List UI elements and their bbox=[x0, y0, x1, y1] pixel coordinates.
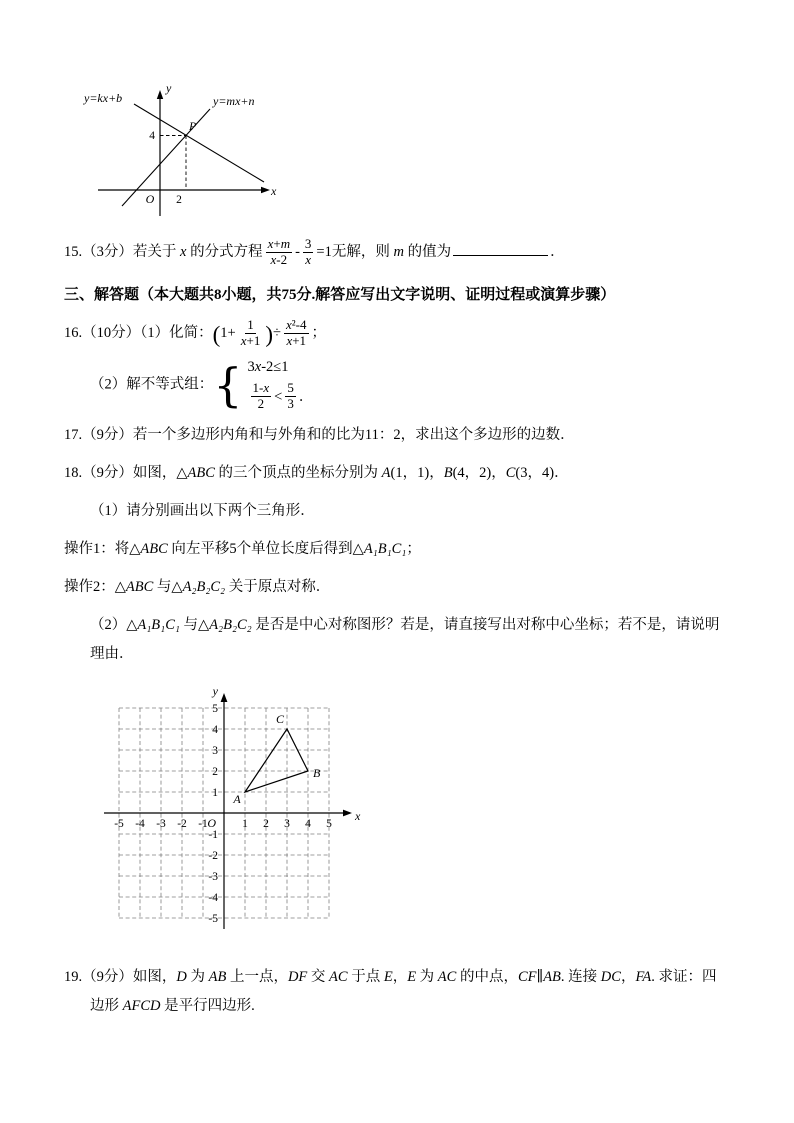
text-run: 关于原点对称． bbox=[225, 579, 331, 596]
math-var: ABC bbox=[140, 541, 168, 558]
text-run: 的分式方程 bbox=[186, 243, 263, 260]
text-run: 交 bbox=[307, 969, 330, 986]
text-run: ； bbox=[406, 541, 421, 558]
text-run: (3，4)． bbox=[515, 465, 569, 482]
inequality-rows bbox=[248, 358, 314, 412]
question-16-part2 bbox=[90, 358, 730, 412]
text-run: 操作2：△ bbox=[64, 579, 126, 596]
svg-text:-4: -4 bbox=[135, 818, 145, 831]
vertex-label-B: B bbox=[313, 766, 321, 781]
svg-text:-2: -2 bbox=[208, 850, 218, 863]
text-run: < bbox=[274, 388, 283, 405]
text-run: . 求证：四边形 bbox=[90, 969, 717, 1015]
math-var: E bbox=[383, 969, 393, 986]
svg-text:-1: -1 bbox=[198, 818, 208, 831]
text-run: +1 bbox=[292, 333, 307, 349]
math-var: m bbox=[280, 236, 291, 251]
answer-blank bbox=[453, 241, 548, 256]
y-axis-label: y bbox=[212, 684, 218, 699]
big-paren: ) bbox=[265, 322, 274, 348]
math-var: D bbox=[176, 969, 187, 986]
math-var: AC bbox=[437, 969, 457, 986]
triangle-ABC bbox=[245, 729, 308, 792]
text-run: ． bbox=[550, 243, 565, 260]
math-fraction bbox=[266, 237, 293, 268]
text-run: 的三个顶点的坐标分别为 bbox=[214, 465, 382, 482]
svg-text:1: 1 bbox=[242, 818, 248, 831]
svg-text:-4: -4 bbox=[208, 892, 218, 905]
x-tick-labels bbox=[114, 818, 332, 830]
text-run: 是平行四边形. bbox=[160, 998, 255, 1015]
math-var: A₂B₂C₂ bbox=[182, 579, 226, 596]
question-17: 17.（9分）若一个多边形内角和与外角和的比为11：2，求出这个多边形的边数． bbox=[64, 427, 575, 444]
dashed-guides bbox=[160, 136, 186, 191]
math-fraction bbox=[284, 318, 309, 349]
svg-text:5: 5 bbox=[212, 703, 218, 716]
math-var: m bbox=[393, 243, 404, 260]
text-run: -2 bbox=[276, 251, 288, 267]
math-var: A bbox=[381, 465, 391, 482]
math-var: FA bbox=[635, 969, 652, 986]
line2-equation-label: y=mx+n bbox=[213, 94, 255, 108]
text-run: 与△ bbox=[153, 579, 183, 596]
math-var: x bbox=[286, 333, 293, 349]
question-18-sub2 bbox=[90, 611, 730, 669]
math-var: E bbox=[407, 969, 417, 986]
math-fraction bbox=[303, 237, 314, 268]
math-var: CF bbox=[517, 969, 537, 986]
svg-text:4: 4 bbox=[212, 724, 218, 737]
system-brace: { bbox=[213, 357, 243, 412]
math-var: C bbox=[505, 465, 516, 482]
svg-text:-5: -5 bbox=[208, 913, 218, 926]
math-fraction bbox=[285, 381, 296, 412]
text-run: ． bbox=[298, 388, 314, 405]
text-run: 3 bbox=[304, 236, 312, 251]
math-var: x bbox=[180, 243, 187, 260]
question-18 bbox=[64, 459, 730, 488]
math-var: x bbox=[286, 317, 292, 333]
coordinate-grid-svg bbox=[84, 681, 384, 949]
axes bbox=[104, 693, 352, 929]
origin-label: O bbox=[145, 192, 155, 206]
math-var: AFCD bbox=[122, 998, 161, 1015]
svg-text:4: 4 bbox=[305, 818, 311, 831]
svg-text:5: 5 bbox=[326, 818, 332, 831]
text-run: 于点 bbox=[347, 969, 384, 986]
axes bbox=[98, 90, 270, 216]
math-var: ABC bbox=[187, 465, 215, 482]
text-run: (1，1)， bbox=[390, 465, 444, 482]
text-run: ； bbox=[311, 325, 327, 342]
x-tick-2: 2 bbox=[176, 194, 182, 206]
text-run: 19.（9分）如图， bbox=[64, 969, 177, 986]
text-run: =1无解，则 bbox=[316, 243, 394, 260]
text-run: 2 bbox=[257, 396, 265, 412]
text-run: 是否是中心对称图形？若是，请直接写出对称中心坐标；若不是，请说明理由． bbox=[90, 617, 720, 663]
text-run: 3 bbox=[287, 396, 294, 412]
inequality-system bbox=[213, 358, 313, 412]
big-paren: ( bbox=[212, 322, 221, 348]
inequality-1 bbox=[248, 358, 289, 376]
math-var: AB bbox=[543, 969, 561, 986]
svg-text:2: 2 bbox=[212, 766, 218, 779]
y-axis-label: y bbox=[166, 81, 172, 95]
q16-part2-label: （2）解不等式组： bbox=[90, 376, 214, 393]
question-18-op1 bbox=[64, 535, 730, 564]
math-var: DF bbox=[287, 969, 308, 986]
math-var: x bbox=[263, 380, 270, 396]
question-18-op2 bbox=[64, 573, 730, 602]
text-run: ÷ bbox=[273, 325, 281, 342]
math-var: ABC bbox=[125, 579, 154, 596]
question-16-part1 bbox=[64, 318, 730, 349]
svg-text:-3: -3 bbox=[156, 818, 166, 831]
svg-text:1: 1 bbox=[212, 787, 218, 800]
math-var: x bbox=[305, 251, 312, 267]
text-run: 5 bbox=[287, 380, 294, 396]
text-run: ， bbox=[392, 969, 408, 986]
figure-linear-functions bbox=[82, 78, 730, 228]
math-fraction bbox=[239, 318, 263, 349]
text-run: ²-4 bbox=[291, 317, 307, 333]
svg-text:-3: -3 bbox=[208, 871, 218, 884]
section-3-header: 三、解答题（本大题共8小题，共75分.解答应写出文字说明、证明过程或演算步骤） bbox=[64, 286, 616, 303]
svg-text:3: 3 bbox=[212, 745, 218, 758]
svg-text:3: 3 bbox=[284, 818, 290, 831]
text-run: 15.（3分）若关于 bbox=[64, 243, 180, 260]
question-15 bbox=[64, 237, 730, 268]
text-run: 18.（9分）如图，△ bbox=[64, 465, 188, 482]
vertex-label-C: C bbox=[275, 712, 285, 727]
math-var: AC bbox=[329, 969, 348, 986]
text-run: 的值为 bbox=[403, 243, 452, 260]
text-run: 向左平移5个单位长度后得到△ bbox=[167, 541, 364, 558]
text-run: 3 bbox=[247, 359, 255, 376]
text-run: 操作1：将△ bbox=[64, 541, 141, 558]
math-fraction bbox=[251, 381, 272, 412]
math-var: AB bbox=[208, 969, 227, 986]
text-run: 1 bbox=[247, 317, 254, 333]
line1-equation-label: y=kx+b bbox=[84, 91, 123, 105]
math-var: A₁B₁C₁ bbox=[363, 541, 407, 558]
svg-text:-2: -2 bbox=[177, 818, 187, 831]
text-run: 1+ bbox=[220, 325, 236, 342]
svg-text:-1: -1 bbox=[208, 829, 218, 842]
inequality-2 bbox=[248, 381, 314, 412]
text-run: -2≤1 bbox=[261, 359, 289, 376]
text-run: (4，2)， bbox=[452, 465, 506, 482]
text-run: . 连接 bbox=[560, 969, 601, 986]
text-run: 16.（10分）（1）化简： bbox=[64, 325, 213, 342]
text-run: ， bbox=[620, 969, 636, 986]
math-var: x bbox=[270, 251, 277, 267]
svg-text:-5: -5 bbox=[114, 818, 124, 831]
math-var: B bbox=[443, 465, 453, 482]
text-run: 与△ bbox=[179, 617, 210, 634]
question-19 bbox=[64, 963, 730, 1021]
text-run: 上一点， bbox=[226, 969, 288, 986]
svg-text:2: 2 bbox=[263, 818, 269, 831]
text-run: 的中点， bbox=[456, 969, 518, 986]
math-var: x bbox=[254, 359, 262, 376]
text-run: 1- bbox=[252, 380, 264, 396]
vertex-label-A: A bbox=[233, 792, 241, 807]
question-18-sub1: （1）请分别画出以下两个三角形． bbox=[90, 503, 315, 520]
linear-functions-svg bbox=[82, 78, 282, 223]
text-run: （2）△ bbox=[90, 617, 138, 634]
math-var: x bbox=[240, 333, 247, 349]
point-P-label: P bbox=[189, 119, 197, 133]
text-run: - bbox=[295, 243, 300, 260]
math-var: A₂B₂C₂ bbox=[209, 617, 252, 634]
x-axis-label: x bbox=[271, 184, 277, 198]
math-var: DC bbox=[600, 969, 621, 986]
math-var: x bbox=[267, 236, 274, 251]
y-tick-labels bbox=[208, 703, 218, 925]
text-run: 为 bbox=[186, 969, 209, 986]
origin-label: O bbox=[207, 816, 216, 831]
text-run: ∥ bbox=[536, 969, 544, 986]
figure-coordinate-grid bbox=[84, 681, 730, 954]
math-var: A₁B₁C₁ bbox=[137, 617, 180, 634]
text-run: +1 bbox=[246, 333, 261, 349]
x-axis-label: x bbox=[355, 809, 361, 824]
text-run: 为 bbox=[416, 969, 438, 986]
text-run: + bbox=[273, 236, 281, 251]
y-tick-4: 4 bbox=[149, 130, 155, 142]
